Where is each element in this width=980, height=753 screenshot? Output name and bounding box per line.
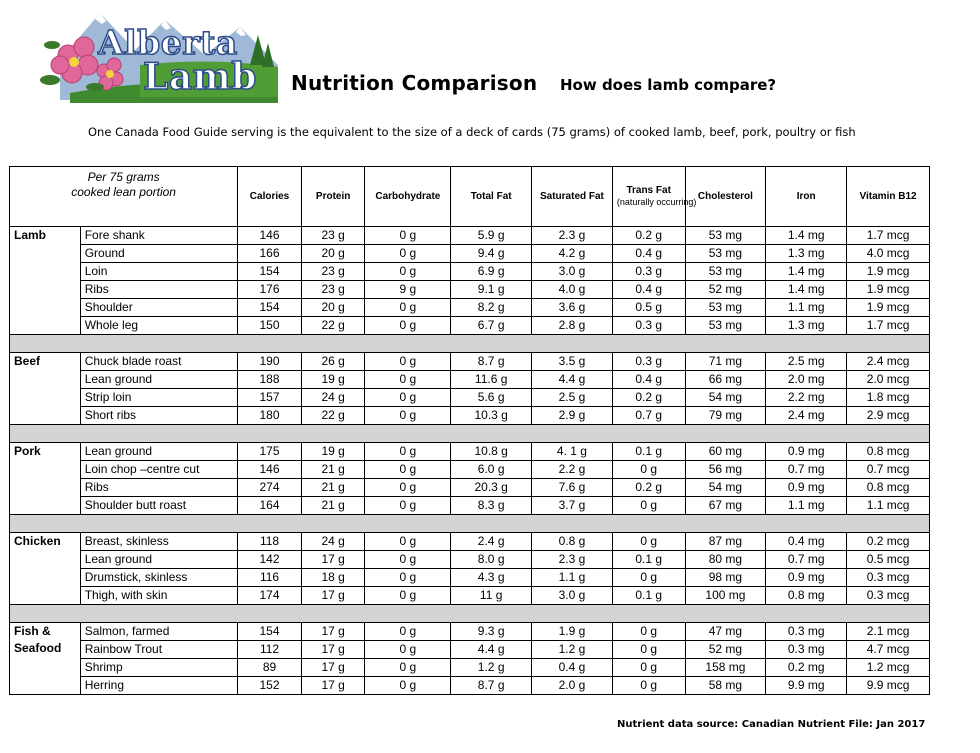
value-cell: 146	[238, 227, 302, 245]
value-cell: 56 mg	[685, 461, 766, 479]
value-cell: 8.7 g	[451, 353, 532, 371]
value-cell: 8.2 g	[451, 299, 532, 317]
value-cell: 2.4 g	[451, 533, 532, 551]
table-header-row	[10, 167, 930, 227]
table-row	[10, 299, 930, 317]
value-cell: 4.0 g	[532, 281, 613, 299]
value-cell: 1.7 mcg	[847, 317, 930, 335]
value-cell: 3.0 g	[532, 263, 613, 281]
value-cell: 0 g	[365, 479, 451, 497]
table-row	[10, 371, 930, 389]
value-cell: 0.4 g	[612, 371, 685, 389]
value-cell: 1.1 mg	[766, 497, 847, 515]
table-row	[10, 659, 930, 677]
value-cell: 52 mg	[685, 281, 766, 299]
table-row	[10, 263, 930, 281]
value-cell: 174	[238, 587, 302, 605]
value-cell: 0.7 mg	[766, 551, 847, 569]
value-cell: 66 mg	[685, 371, 766, 389]
value-cell: 52 mg	[685, 641, 766, 659]
value-cell: 0 g	[365, 263, 451, 281]
value-cell: 3.7 g	[532, 497, 613, 515]
value-cell: 0 g	[365, 623, 451, 641]
value-cell: 26 g	[301, 353, 365, 371]
category-cell: Beef	[10, 353, 81, 425]
value-cell: 1.9 mcg	[847, 299, 930, 317]
trans-fat-note: (naturally occurring)	[616, 197, 697, 207]
item-cell: Lean ground	[80, 443, 238, 461]
logo-text-alberta: Alberta	[98, 23, 238, 62]
value-cell: 0 g	[612, 641, 685, 659]
value-cell: 9.4 g	[451, 245, 532, 263]
value-cell: 17 g	[301, 623, 365, 641]
value-cell: 9.1 g	[451, 281, 532, 299]
item-cell: Chuck blade roast	[80, 353, 238, 371]
value-cell: 2.1 mcg	[847, 623, 930, 641]
value-cell: 6.7 g	[451, 317, 532, 335]
value-cell: 0.2 g	[612, 227, 685, 245]
value-cell: 0 g	[612, 569, 685, 587]
value-cell: 0 g	[365, 533, 451, 551]
separator-row	[10, 425, 930, 443]
table-row	[10, 389, 930, 407]
value-cell: 0 g	[612, 533, 685, 551]
column-header: Carbohydrate	[365, 167, 451, 227]
value-cell: 1.3 mg	[766, 317, 847, 335]
value-cell: 54 mg	[685, 479, 766, 497]
value-cell: 0.5 g	[612, 299, 685, 317]
value-cell: 10.3 g	[451, 407, 532, 425]
item-cell: Ground	[80, 245, 238, 263]
value-cell: 53 mg	[685, 263, 766, 281]
value-cell: 0.3 mg	[766, 623, 847, 641]
value-cell: 17 g	[301, 587, 365, 605]
item-cell: Thigh, with skin	[80, 587, 238, 605]
item-cell: Salmon, farmed	[80, 623, 238, 641]
value-cell: 79 mg	[685, 407, 766, 425]
value-cell: 1.2 g	[532, 641, 613, 659]
logo-text-lamb: Lamb	[143, 56, 257, 98]
separator-cell	[10, 515, 930, 533]
value-cell: 0.3 mg	[766, 641, 847, 659]
value-cell: 9.9 mcg	[847, 677, 930, 695]
value-cell: 7.6 g	[532, 479, 613, 497]
item-cell: Rainbow Trout	[80, 641, 238, 659]
value-cell: 0.4 g	[612, 281, 685, 299]
nutrition-table	[9, 166, 930, 695]
value-cell: 0 g	[365, 371, 451, 389]
item-cell: Drumstick, skinless	[80, 569, 238, 587]
item-cell: Herring	[80, 677, 238, 695]
value-cell: 176	[238, 281, 302, 299]
category-cell: Chicken	[10, 533, 81, 605]
value-cell: 4.2 g	[532, 245, 613, 263]
value-cell: 0 g	[612, 623, 685, 641]
column-header: Trans Fat	[626, 185, 671, 196]
corner-line-1: Per 75 grams	[87, 170, 160, 184]
value-cell: 87 mg	[685, 533, 766, 551]
separator-row	[10, 335, 930, 353]
value-cell: 164	[238, 497, 302, 515]
value-cell: 23 g	[301, 263, 365, 281]
table-row	[10, 623, 930, 641]
value-cell: 2.2 mg	[766, 389, 847, 407]
value-cell: 0 g	[365, 353, 451, 371]
value-cell: 2.3 g	[532, 227, 613, 245]
value-cell: 21 g	[301, 497, 365, 515]
value-cell: 1.8 mcg	[847, 389, 930, 407]
value-cell: 6.9 g	[451, 263, 532, 281]
value-cell: 5.6 g	[451, 389, 532, 407]
value-cell: 150	[238, 317, 302, 335]
value-cell: 60 mg	[685, 443, 766, 461]
page-subtitle: How does lamb compare?	[560, 76, 777, 94]
value-cell: 0.8 mcg	[847, 443, 930, 461]
value-cell: 17 g	[301, 677, 365, 695]
value-cell: 2.0 mg	[766, 371, 847, 389]
value-cell: 53 mg	[685, 245, 766, 263]
value-cell: 146	[238, 461, 302, 479]
table-row	[10, 245, 930, 263]
value-cell: 118	[238, 533, 302, 551]
column-header-trans-fat	[612, 167, 697, 227]
value-cell: 2.4 mcg	[847, 353, 930, 371]
value-cell: 0.2 mg	[766, 659, 847, 677]
value-cell: 71 mg	[685, 353, 766, 371]
value-cell: 2.9 g	[532, 407, 613, 425]
value-cell: 0.3 g	[612, 317, 685, 335]
item-cell: Ribs	[80, 281, 238, 299]
value-cell: 0 g	[365, 461, 451, 479]
value-cell: 274	[238, 479, 302, 497]
value-cell: 1.9 mcg	[847, 281, 930, 299]
value-cell: 53 mg	[685, 299, 766, 317]
value-cell: 2.2 g	[532, 461, 613, 479]
item-cell: Short ribs	[80, 407, 238, 425]
value-cell: 1.1 mg	[766, 299, 847, 317]
separator-cell	[10, 605, 930, 623]
value-cell: 158 mg	[685, 659, 766, 677]
value-cell: 0 g	[365, 407, 451, 425]
separator-row	[10, 605, 930, 623]
value-cell: 2.4 mg	[766, 407, 847, 425]
table-row	[10, 443, 930, 461]
value-cell: 4.4 g	[532, 371, 613, 389]
value-cell: 17 g	[301, 551, 365, 569]
value-cell: 0.4 g	[612, 245, 685, 263]
value-cell: 0 g	[365, 245, 451, 263]
item-cell: Loin	[80, 263, 238, 281]
value-cell: 1.3 mg	[766, 245, 847, 263]
item-cell: Lean ground	[80, 371, 238, 389]
value-cell: 154	[238, 263, 302, 281]
value-cell: 0 g	[365, 443, 451, 461]
value-cell: 1.1 g	[532, 569, 613, 587]
column-header: Protein	[301, 167, 365, 227]
category-cell: Lamb	[10, 227, 81, 335]
value-cell: 21 g	[301, 479, 365, 497]
corner-line-2: cooked lean portion	[71, 185, 176, 199]
value-cell: 1.9 mcg	[847, 263, 930, 281]
column-header: Saturated Fat	[532, 167, 613, 227]
alberta-lamb-logo	[40, 5, 280, 105]
value-cell: 0.2 g	[612, 479, 685, 497]
value-cell: 0.2 mcg	[847, 533, 930, 551]
table-row	[10, 587, 930, 605]
value-cell: 2.5 mg	[766, 353, 847, 371]
value-cell: 67 mg	[685, 497, 766, 515]
value-cell: 10.8 g	[451, 443, 532, 461]
value-cell: 1.9 g	[532, 623, 613, 641]
value-cell: 1.4 mg	[766, 263, 847, 281]
column-header: Cholesterol	[685, 167, 766, 227]
value-cell: 0.1 g	[612, 443, 685, 461]
value-cell: 20.3 g	[451, 479, 532, 497]
item-cell: Shrimp	[80, 659, 238, 677]
category-cell: Fish & Seafood	[10, 623, 81, 695]
value-cell: 21 g	[301, 461, 365, 479]
table-row	[10, 533, 930, 551]
value-cell: 8.0 g	[451, 551, 532, 569]
value-cell: 0 g	[365, 227, 451, 245]
value-cell: 24 g	[301, 533, 365, 551]
value-cell: 4.7 mcg	[847, 641, 930, 659]
value-cell: 0 g	[365, 389, 451, 407]
value-cell: 1.4 mg	[766, 281, 847, 299]
value-cell: 2.0 mcg	[847, 371, 930, 389]
table-row	[10, 677, 930, 695]
value-cell: 0.2 g	[612, 389, 685, 407]
value-cell: 24 g	[301, 389, 365, 407]
value-cell: 116	[238, 569, 302, 587]
corner-cell	[10, 167, 238, 227]
separator-cell	[10, 425, 930, 443]
value-cell: 154	[238, 623, 302, 641]
value-cell: 19 g	[301, 371, 365, 389]
separator-cell	[10, 335, 930, 353]
value-cell: 47 mg	[685, 623, 766, 641]
value-cell: 89	[238, 659, 302, 677]
value-cell: 2.0 g	[532, 677, 613, 695]
value-cell: 0.5 mcg	[847, 551, 930, 569]
value-cell: 8.7 g	[451, 677, 532, 695]
value-cell: 0.1 g	[612, 551, 685, 569]
value-cell: 0.4 g	[532, 659, 613, 677]
value-cell: 0.8 mcg	[847, 479, 930, 497]
value-cell: 0 g	[365, 641, 451, 659]
value-cell: 154	[238, 299, 302, 317]
value-cell: 6.0 g	[451, 461, 532, 479]
value-cell: 0.1 g	[612, 587, 685, 605]
value-cell: 112	[238, 641, 302, 659]
table-row	[10, 479, 930, 497]
value-cell: 0 g	[365, 677, 451, 695]
value-cell: 58 mg	[685, 677, 766, 695]
value-cell: 4.4 g	[451, 641, 532, 659]
value-cell: 180	[238, 407, 302, 425]
category-cell: Pork	[10, 443, 81, 515]
separator-row	[10, 515, 930, 533]
value-cell: 17 g	[301, 659, 365, 677]
value-cell: 0 g	[612, 677, 685, 695]
value-cell: 0 g	[365, 497, 451, 515]
value-cell: 0 g	[365, 551, 451, 569]
table-body	[10, 227, 930, 695]
table-row	[10, 407, 930, 425]
table-row	[10, 641, 930, 659]
value-cell: 0.7 mcg	[847, 461, 930, 479]
value-cell: 54 mg	[685, 389, 766, 407]
value-cell: 17 g	[301, 641, 365, 659]
value-cell: 22 g	[301, 317, 365, 335]
value-cell: 3.5 g	[532, 353, 613, 371]
value-cell: 0 g	[365, 587, 451, 605]
value-cell: 0 g	[612, 497, 685, 515]
column-header: Calories	[238, 167, 302, 227]
value-cell: 0.9 mg	[766, 443, 847, 461]
value-cell: 98 mg	[685, 569, 766, 587]
value-cell: 190	[238, 353, 302, 371]
value-cell: 9.3 g	[451, 623, 532, 641]
table-row	[10, 281, 930, 299]
value-cell: 1.2 g	[451, 659, 532, 677]
value-cell: 1.2 mcg	[847, 659, 930, 677]
item-cell: Strip loin	[80, 389, 238, 407]
value-cell: 100 mg	[685, 587, 766, 605]
value-cell: 0 g	[365, 317, 451, 335]
value-cell: 2.5 g	[532, 389, 613, 407]
value-cell: 4.3 g	[451, 569, 532, 587]
value-cell: 8.3 g	[451, 497, 532, 515]
value-cell: 5.9 g	[451, 227, 532, 245]
value-cell: 0.3 g	[612, 263, 685, 281]
column-header: Vitamin B12	[847, 167, 930, 227]
table-row	[10, 569, 930, 587]
value-cell: 0.3 mcg	[847, 569, 930, 587]
value-cell: 0.3 mcg	[847, 587, 930, 605]
value-cell: 0.8 mg	[766, 587, 847, 605]
value-cell: 1.4 mg	[766, 227, 847, 245]
value-cell: 0.7 mg	[766, 461, 847, 479]
value-cell: 20 g	[301, 299, 365, 317]
value-cell: 0 g	[365, 659, 451, 677]
table-row	[10, 497, 930, 515]
value-cell: 4. 1 g	[532, 443, 613, 461]
value-cell: 157	[238, 389, 302, 407]
value-cell: 22 g	[301, 407, 365, 425]
value-cell: 11.6 g	[451, 371, 532, 389]
value-cell: 0 g	[612, 461, 685, 479]
table-row	[10, 227, 930, 245]
value-cell: 53 mg	[685, 317, 766, 335]
page-title: Nutrition Comparison	[291, 71, 538, 95]
value-cell: 0.4 mg	[766, 533, 847, 551]
value-cell: 0 g	[612, 659, 685, 677]
item-cell: Lean ground	[80, 551, 238, 569]
table-row	[10, 353, 930, 371]
value-cell: 3.0 g	[532, 587, 613, 605]
value-cell: 11 g	[451, 587, 532, 605]
value-cell: 20 g	[301, 245, 365, 263]
value-cell: 9 g	[365, 281, 451, 299]
data-source: Nutrient data source: Canadian Nutrient File: Jan 2017	[617, 719, 926, 730]
table-row	[10, 461, 930, 479]
value-cell: 175	[238, 443, 302, 461]
table-row	[10, 551, 930, 569]
table-row	[10, 317, 930, 335]
item-cell: Shoulder	[80, 299, 238, 317]
value-cell: 166	[238, 245, 302, 263]
value-cell: 0.9 mg	[766, 479, 847, 497]
value-cell: 0 g	[365, 569, 451, 587]
value-cell: 0.8 g	[532, 533, 613, 551]
value-cell: 2.9 mcg	[847, 407, 930, 425]
value-cell: 18 g	[301, 569, 365, 587]
serving-note: One Canada Food Guide serving is the equivalent to the size of a deck of cards (75 grams) of cooked lamb, beef, pork, poultry or fish	[88, 125, 856, 139]
value-cell: 0.7 g	[612, 407, 685, 425]
item-cell: Loin chop –centre cut	[80, 461, 238, 479]
value-cell: 152	[238, 677, 302, 695]
value-cell: 53 mg	[685, 227, 766, 245]
item-cell: Whole leg	[80, 317, 238, 335]
value-cell: 23 g	[301, 281, 365, 299]
value-cell: 2.3 g	[532, 551, 613, 569]
value-cell: 3.6 g	[532, 299, 613, 317]
value-cell: 2.8 g	[532, 317, 613, 335]
value-cell: 4.0 mcg	[847, 245, 930, 263]
value-cell: 0.3 g	[612, 353, 685, 371]
value-cell: 1.7 mcg	[847, 227, 930, 245]
value-cell: 1.1 mcg	[847, 497, 930, 515]
item-cell: Shoulder butt roast	[80, 497, 238, 515]
value-cell: 9.9 mg	[766, 677, 847, 695]
item-cell: Fore shank	[80, 227, 238, 245]
item-cell: Ribs	[80, 479, 238, 497]
value-cell: 0.9 mg	[766, 569, 847, 587]
item-cell: Breast, skinless	[80, 533, 238, 551]
column-header: Iron	[766, 167, 847, 227]
value-cell: 0 g	[365, 299, 451, 317]
value-cell: 23 g	[301, 227, 365, 245]
value-cell: 188	[238, 371, 302, 389]
value-cell: 80 mg	[685, 551, 766, 569]
value-cell: 142	[238, 551, 302, 569]
column-header: Total Fat	[451, 167, 532, 227]
value-cell: 19 g	[301, 443, 365, 461]
